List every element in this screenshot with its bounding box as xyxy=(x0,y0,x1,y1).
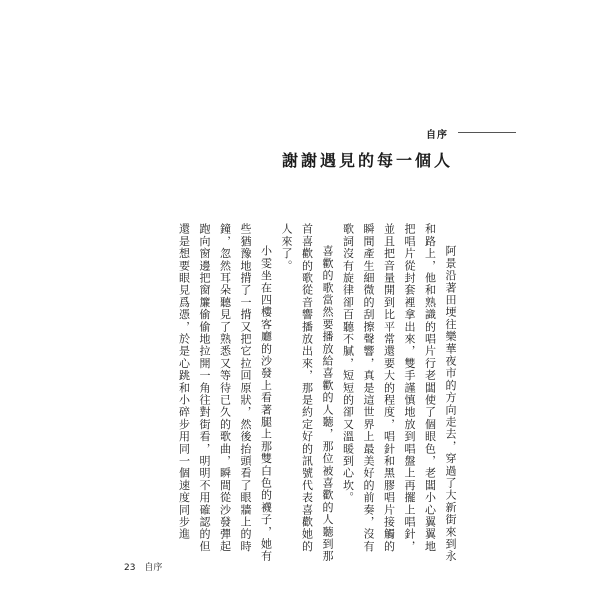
chapter-title: 謝謝遇見的每一個人 xyxy=(282,151,454,170)
section-label: 自序 xyxy=(426,130,448,141)
paragraph-2: 喜歡的歌當然要播放給喜歡的人聽，那位被喜歡的人聽到那首喜歡的歌從音響播放出來，那是約定好的訊號代表喜歡她的人來了。 xyxy=(280,223,334,563)
page-number: 23 xyxy=(124,563,136,573)
paragraph-3: 小雯坐在四樓客廳的沙發上看著腿上那雙白色的襪子，她有些猶豫地揹了一揹又把它拉回原狀，然後抬頭看了眼牆上的時鐘，忽然耳朵聽見了熟悉又等待已久的歌曲，瞬間從沙發彈起跑向窗邊把窗簾偷偷地拉開一角往對街看，明明不用確認的但還是想要眼見爲憑，於是心跳和小碎步用同一個速度同步進 xyxy=(177,223,273,563)
section-rule xyxy=(458,132,516,133)
page-footer xyxy=(124,560,168,573)
paragraph-1: 阿景沿著田埂往樂華夜市的方向走去，穿過了大新街來到永和路上，他和熟識的唱片行老闆使了個眼色，老闆小心翼翼地把唱片從封套裡拿出來，雙手謹慎地放到唱盤上再擺上唱針，並且把音量開到比平常還要大的程度，唱針和黑膠唱片接觸的瞬間產生細微的刮擦聲響，真是這世界上最美好的前奏，沒有歌詞沒有旋律卻百聽不膩，短短的卻又溫暖到心坎。 xyxy=(341,223,457,563)
footer-section: 自序 xyxy=(144,563,163,573)
body-text xyxy=(140,223,460,563)
